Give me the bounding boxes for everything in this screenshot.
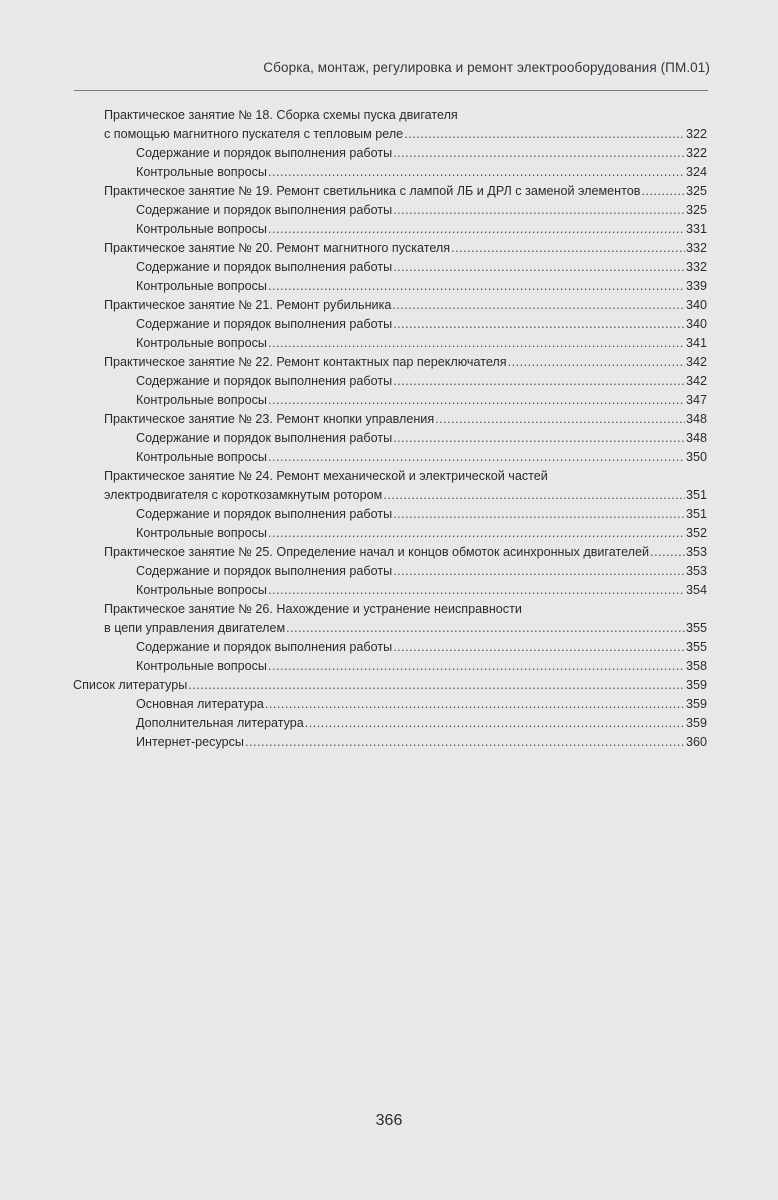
toc-entry-page: 331 <box>685 222 707 236</box>
toc-entry <box>136 220 707 239</box>
header-rule <box>74 90 708 91</box>
toc-entry <box>104 486 707 505</box>
toc-entry-label: Контрольные вопросы <box>136 165 267 179</box>
toc-entry-label: Практическое занятие № 23. Ремонт кнопки управления <box>104 412 435 426</box>
toc-entry <box>136 562 707 581</box>
toc-leader-dots <box>393 144 685 163</box>
toc-entry-page: 332 <box>685 260 707 274</box>
toc-entry-page: 360 <box>685 735 707 749</box>
toc-entry-label: Содержание и порядок выполнения работы <box>136 564 393 578</box>
toc-entry-page: 324 <box>685 165 707 179</box>
toc-leader-dots <box>650 543 685 562</box>
toc-leader-dots <box>393 562 685 581</box>
toc-entry <box>136 657 707 676</box>
toc-entry-page: 352 <box>685 526 707 540</box>
table-of-contents <box>0 106 778 752</box>
toc-entry-label: Содержание и порядок выполнения работы <box>136 317 393 331</box>
toc-leader-dots <box>265 695 685 714</box>
toc-entry <box>136 448 707 467</box>
toc-entry <box>136 733 707 752</box>
toc-leader-dots <box>286 619 685 638</box>
toc-leader-dots <box>268 448 685 467</box>
toc-leader-dots <box>451 239 685 258</box>
toc-entry-label: Интернет-ресурсы <box>136 735 244 749</box>
toc-entry <box>104 619 707 638</box>
toc-entry <box>136 334 707 353</box>
toc-leader-dots <box>404 125 685 144</box>
toc-entry-page: 332 <box>685 241 707 255</box>
toc-entry-label: Практическое занятие № 21. Ремонт рубильника <box>104 298 392 312</box>
toc-entry <box>136 638 707 657</box>
toc-entry <box>136 144 707 163</box>
toc-leader-dots <box>268 220 685 239</box>
toc-entry-page: 355 <box>685 640 707 654</box>
toc-entry <box>104 353 707 372</box>
toc-entry-label: Контрольные вопросы <box>136 583 267 597</box>
toc-entry <box>136 277 707 296</box>
toc-entry-label: Практическое занятие № 18. Сборка схемы пуска двигателя <box>104 108 458 122</box>
toc-leader-dots <box>268 277 685 296</box>
toc-entry <box>136 163 707 182</box>
toc-leader-dots <box>305 714 685 733</box>
toc-entry-page: 351 <box>685 488 707 502</box>
toc-entry-label: Содержание и порядок выполнения работы <box>136 260 393 274</box>
toc-entry-label: Практическое занятие № 19. Ремонт светильника с лампой ЛБ и ДРЛ с заменой элементов <box>104 184 641 198</box>
toc-entry-page: 350 <box>685 450 707 464</box>
toc-entry-page: 322 <box>685 127 707 141</box>
toc-entry-page: 353 <box>685 545 707 559</box>
toc-entry-label: Содержание и порядок выполнения работы <box>136 203 393 217</box>
toc-entry-page: 348 <box>685 412 707 426</box>
toc-entry-page: 359 <box>685 678 707 692</box>
toc-entry-label: Практическое занятие № 24. Ремонт механической и электрической частей <box>104 469 548 483</box>
toc-entry-page: 359 <box>685 697 707 711</box>
toc-entry <box>73 676 707 695</box>
toc-entry <box>136 429 707 448</box>
toc-entry-page: 359 <box>685 716 707 730</box>
toc-leader-dots <box>188 676 685 695</box>
toc-leader-dots <box>393 258 685 277</box>
toc-leader-dots <box>245 733 685 752</box>
toc-entry-page: 341 <box>685 336 707 350</box>
toc-leader-dots <box>393 372 685 391</box>
toc-entry-page: 342 <box>685 355 707 369</box>
toc-entry-label: Практическое занятие № 25. Определение начал и концов обмоток асинхронных двигателей <box>104 545 650 559</box>
toc-leader-dots <box>268 657 685 676</box>
running-header: Сборка, монтаж, регулировка и ремонт электрооборудования (ПМ.01) <box>263 60 710 75</box>
toc-leader-dots <box>508 353 685 372</box>
toc-entry-page: 348 <box>685 431 707 445</box>
toc-entry-page: 347 <box>685 393 707 407</box>
toc-leader-dots <box>268 581 685 600</box>
toc-entry <box>104 296 707 315</box>
page-number: 366 <box>375 1112 403 1129</box>
toc-entry-page: 325 <box>685 203 707 217</box>
toc-entry <box>136 201 707 220</box>
toc-entry-page: 354 <box>685 583 707 597</box>
toc-entry-page: 342 <box>685 374 707 388</box>
toc-leader-dots <box>268 334 685 353</box>
toc-entry-label: электродвигателя с короткозамкнутым ротором <box>104 488 383 502</box>
toc-leader-dots <box>393 315 685 334</box>
toc-leader-dots <box>268 391 685 410</box>
toc-entry-label: Контрольные вопросы <box>136 222 267 236</box>
toc-entry-label: Содержание и порядок выполнения работы <box>136 146 393 160</box>
toc-entry-label: Контрольные вопросы <box>136 526 267 540</box>
toc-entry-label: с помощью магнитного пускателя с тепловым реле <box>104 127 404 141</box>
toc-leader-dots <box>383 486 685 505</box>
toc-entry-label: Практическое занятие № 26. Нахождение и устранение неисправности <box>104 602 522 616</box>
toc-entry-label: Дополнительная литература <box>136 716 304 730</box>
toc-entry-label: Контрольные вопросы <box>136 336 267 350</box>
toc-entry <box>104 182 707 201</box>
toc-entry <box>136 372 707 391</box>
toc-entry <box>136 505 707 524</box>
toc-entry-label: Содержание и порядок выполнения работы <box>136 507 393 521</box>
toc-leader-dots <box>392 296 685 315</box>
toc-entry-label: Практическое занятие № 22. Ремонт контактных пар переключателя <box>104 355 507 369</box>
toc-leader-dots <box>393 429 685 448</box>
toc-entry-page: 322 <box>685 146 707 160</box>
toc-entry-page: 358 <box>685 659 707 673</box>
toc-entry <box>104 600 707 619</box>
toc-entry-page: 340 <box>685 317 707 331</box>
toc-leader-dots <box>393 638 685 657</box>
toc-entry-label: Содержание и порядок выполнения работы <box>136 431 393 445</box>
toc-entry-label: Контрольные вопросы <box>136 450 267 464</box>
toc-entry <box>136 258 707 277</box>
toc-entry <box>104 106 707 125</box>
toc-entry <box>104 125 707 144</box>
toc-leader-dots <box>393 505 685 524</box>
toc-entry-label: Список литературы <box>73 678 188 692</box>
toc-entry-page: 340 <box>685 298 707 312</box>
toc-entry-label: в цепи управления двигателем <box>104 621 286 635</box>
toc-entry <box>104 467 707 486</box>
toc-leader-dots <box>393 201 685 220</box>
toc-entry-page: 353 <box>685 564 707 578</box>
toc-entry-label: Содержание и порядок выполнения работы <box>136 374 393 388</box>
toc-entry <box>136 714 707 733</box>
toc-leader-dots <box>268 163 685 182</box>
toc-entry-label: Основная литература <box>136 697 264 711</box>
toc-leader-dots <box>268 524 685 543</box>
toc-entry-label: Контрольные вопросы <box>136 279 267 293</box>
toc-entry <box>136 524 707 543</box>
toc-entry <box>104 239 707 258</box>
toc-entry-page: 355 <box>685 621 707 635</box>
toc-entry-label: Практическое занятие № 20. Ремонт магнитного пускателя <box>104 241 451 255</box>
toc-entry-page: 325 <box>685 184 707 198</box>
toc-entry <box>136 391 707 410</box>
toc-entry <box>136 581 707 600</box>
toc-entry <box>136 315 707 334</box>
toc-leader-dots <box>641 182 685 201</box>
toc-entry-label: Контрольные вопросы <box>136 393 267 407</box>
toc-entry-label: Содержание и порядок выполнения работы <box>136 640 393 654</box>
toc-entry <box>104 410 707 429</box>
toc-entry-page: 339 <box>685 279 707 293</box>
toc-entry <box>104 543 707 562</box>
toc-entry-label: Контрольные вопросы <box>136 659 267 673</box>
toc-entry-page: 351 <box>685 507 707 521</box>
toc-entry <box>136 695 707 714</box>
toc-leader-dots <box>435 410 685 429</box>
